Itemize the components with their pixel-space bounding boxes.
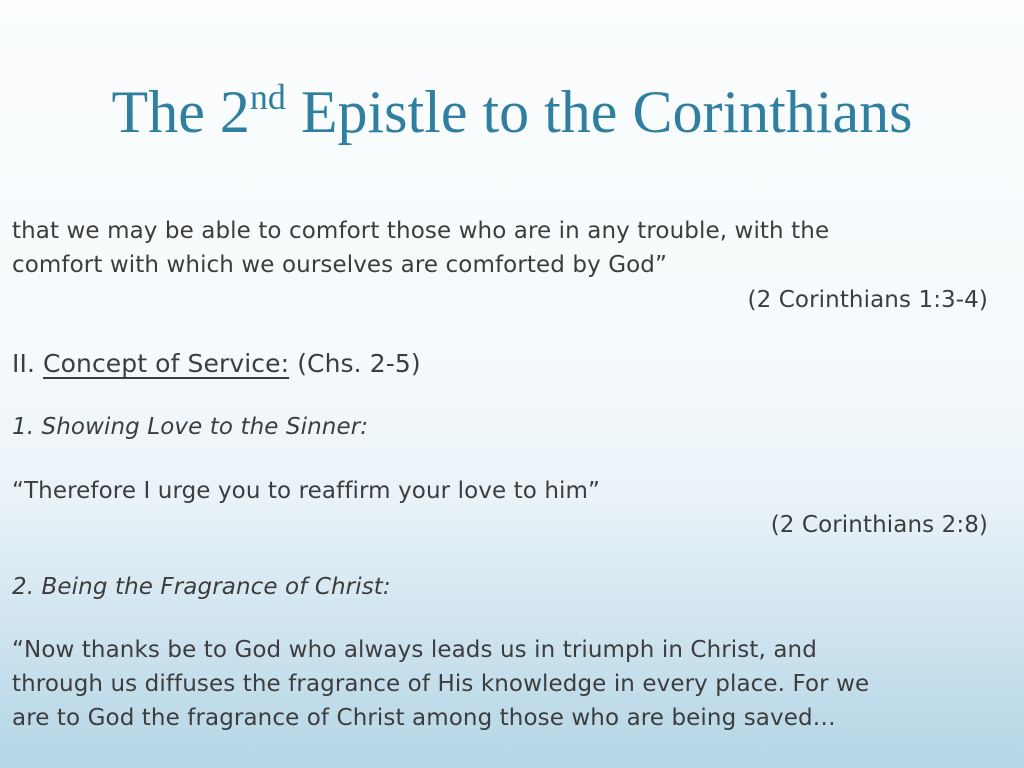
slide-title xyxy=(0,77,1024,145)
section-numeral: II. xyxy=(12,349,35,378)
section-title: Concept of Service: xyxy=(43,349,290,378)
quote1-reference: (2 Corinthians 1:3-4) xyxy=(747,287,988,313)
point1-label: 1. Showing Love to the Sinner: xyxy=(12,414,369,440)
quote1-line1: that we may be able to comfort those who are in any trouble, with the xyxy=(12,218,830,244)
title-superscript: nd xyxy=(249,77,286,117)
section-chapters: (Chs. 2-5) xyxy=(297,349,421,378)
point2-line2: through us diffuses the fragrance of His knowledge in every place. For we xyxy=(12,671,870,697)
point1-quote: “Therefore I urge you to reaffirm your love to him” xyxy=(12,478,601,504)
title-prefix: The 2 xyxy=(111,79,250,145)
point2-line3: are to God the fragrance of Christ among those who are being saved… xyxy=(12,705,836,731)
title-suffix: Epistle to the Corinthians xyxy=(285,79,913,145)
quote1-line2: comfort with which we ourselves are comforted by God” xyxy=(12,252,668,278)
point1-reference: (2 Corinthians 2:8) xyxy=(770,512,988,538)
point2-label: 2. Being the Fragrance of Christ: xyxy=(12,574,391,600)
section-heading xyxy=(12,347,1000,381)
point2-line1: “Now thanks be to God who always leads us in triumph in Christ, and xyxy=(12,637,817,663)
